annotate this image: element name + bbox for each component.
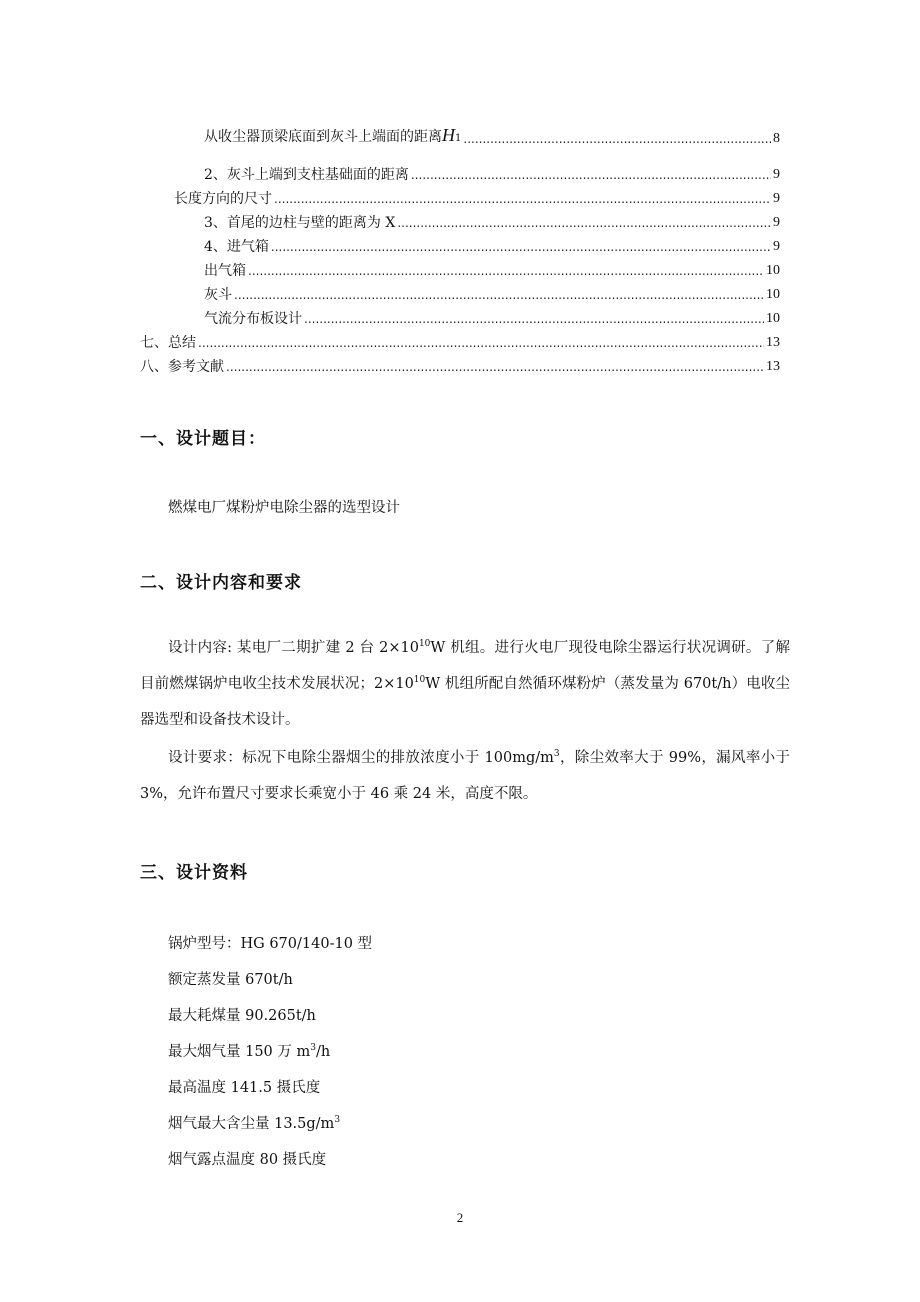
toc-entry[interactable] — [204, 232, 780, 256]
toc-page-number: 10 — [766, 263, 780, 278]
toc-entry[interactable] — [204, 256, 780, 280]
toc-entry-label: 气流分布板设计 — [204, 311, 302, 327]
section-heading: 二、设计内容和要求 — [140, 573, 302, 593]
data-line: 最高温度 141.5 摄氏度 — [168, 1080, 321, 1096]
data-line: 最大耗煤量 90.265t/h — [168, 1008, 316, 1024]
data-line: 烟气露点温度 80 摄氏度 — [168, 1152, 327, 1168]
toc-entry-label: 出气箱 — [204, 263, 246, 279]
toc-leader-dots — [226, 358, 764, 376]
data-line: 额定蒸发量 670t/h — [168, 972, 293, 988]
data-line: 烟气最大含尘量 $13.5g/m^3$ — [168, 1115, 341, 1132]
toc-leader-dots — [271, 238, 771, 256]
toc-entry[interactable] — [140, 352, 780, 376]
toc-entry[interactable] — [204, 208, 780, 232]
toc-entry-label: 灰斗 — [204, 287, 232, 303]
design-content-paragraph: 设计内容: 某电厂二期扩建 2 台 $2\times 10^{10}W$ 机组。进行火电厂现役电除尘器运行状况调研。了解目前燃煤锅炉电收尘技术发展状况；$2\times 10^{10}W$ 机组所配自然循环煤粉炉（蒸发量为 670t/h）电收尘器选型和设备技术设计。 — [140, 639, 790, 728]
section-heading: 一、设计题目： — [140, 429, 266, 449]
toc-entry-label: 从收尘器顶梁底面到灰斗上端面的距离H1 — [204, 125, 462, 145]
toc-leader-dots — [411, 166, 771, 184]
toc-entry-label: 七、总结 — [140, 335, 196, 351]
design-requirements-paragraph: 设计要求：标况下电除尘器烟尘的排放浓度小于 $100mg/m^3$，除尘效率大于 99%，漏风率小于 3%，允许布置尺寸要求长乘宽小于 46 乘 24 米，高度不限。 — [140, 749, 791, 802]
toc-entry-label: 4、进气箱 — [204, 239, 269, 255]
toc-leader-dots — [463, 130, 771, 148]
toc-entry[interactable] — [204, 124, 780, 148]
h-symbol: H — [442, 125, 455, 145]
design-title: 燃煤电厂煤粉炉电除尘器的选型设计 — [168, 500, 400, 516]
section-heading: 三、设计资料 — [140, 863, 248, 883]
toc-leader-dots — [274, 190, 771, 208]
toc-entry-label: 长度方向的尺寸 — [174, 191, 272, 207]
toc-page-number: 10 — [766, 311, 780, 326]
exponent: 10 — [413, 675, 426, 685]
exponent: 3 — [310, 1043, 316, 1053]
toc-entry-label: 2、灰斗上端到支柱基础面的距离 — [204, 167, 409, 183]
h-subscript: 1 — [455, 133, 462, 144]
toc-page-number: 9 — [773, 239, 780, 254]
exponent: 3 — [553, 749, 560, 759]
data-line: 最大烟气量 150 万 $m^3/h$ — [168, 1043, 331, 1060]
page-number: 2 — [456, 1210, 464, 1225]
toc-leader-dots — [198, 334, 764, 352]
toc-page-number: 9 — [773, 215, 780, 230]
toc-page-number: 13 — [766, 335, 780, 350]
toc-entry[interactable] — [204, 280, 780, 304]
toc-entry[interactable] — [174, 184, 780, 208]
toc-page-number: 9 — [773, 167, 780, 182]
data-line: 锅炉型号：HG 670/140-10 型 — [168, 936, 373, 952]
toc-page-number: 8 — [773, 131, 780, 146]
toc-entry[interactable] — [204, 304, 780, 328]
toc-entry-label: 3、首尾的边柱与壁的距离为 X — [204, 215, 396, 231]
toc-leader-dots — [248, 262, 764, 280]
toc-entry-label: 八、参考文献 — [140, 359, 224, 375]
exponent: 10 — [418, 639, 431, 649]
toc-leader-dots — [234, 286, 764, 304]
exponent: 3 — [334, 1115, 341, 1125]
toc-page-number: 9 — [773, 191, 780, 206]
toc-entry[interactable] — [140, 328, 780, 352]
toc-page-number: 10 — [766, 287, 780, 302]
toc-entry[interactable] — [204, 160, 780, 184]
toc-leader-dots — [304, 310, 764, 328]
toc-page-number: 13 — [766, 359, 780, 374]
toc-leader-dots — [397, 214, 771, 232]
